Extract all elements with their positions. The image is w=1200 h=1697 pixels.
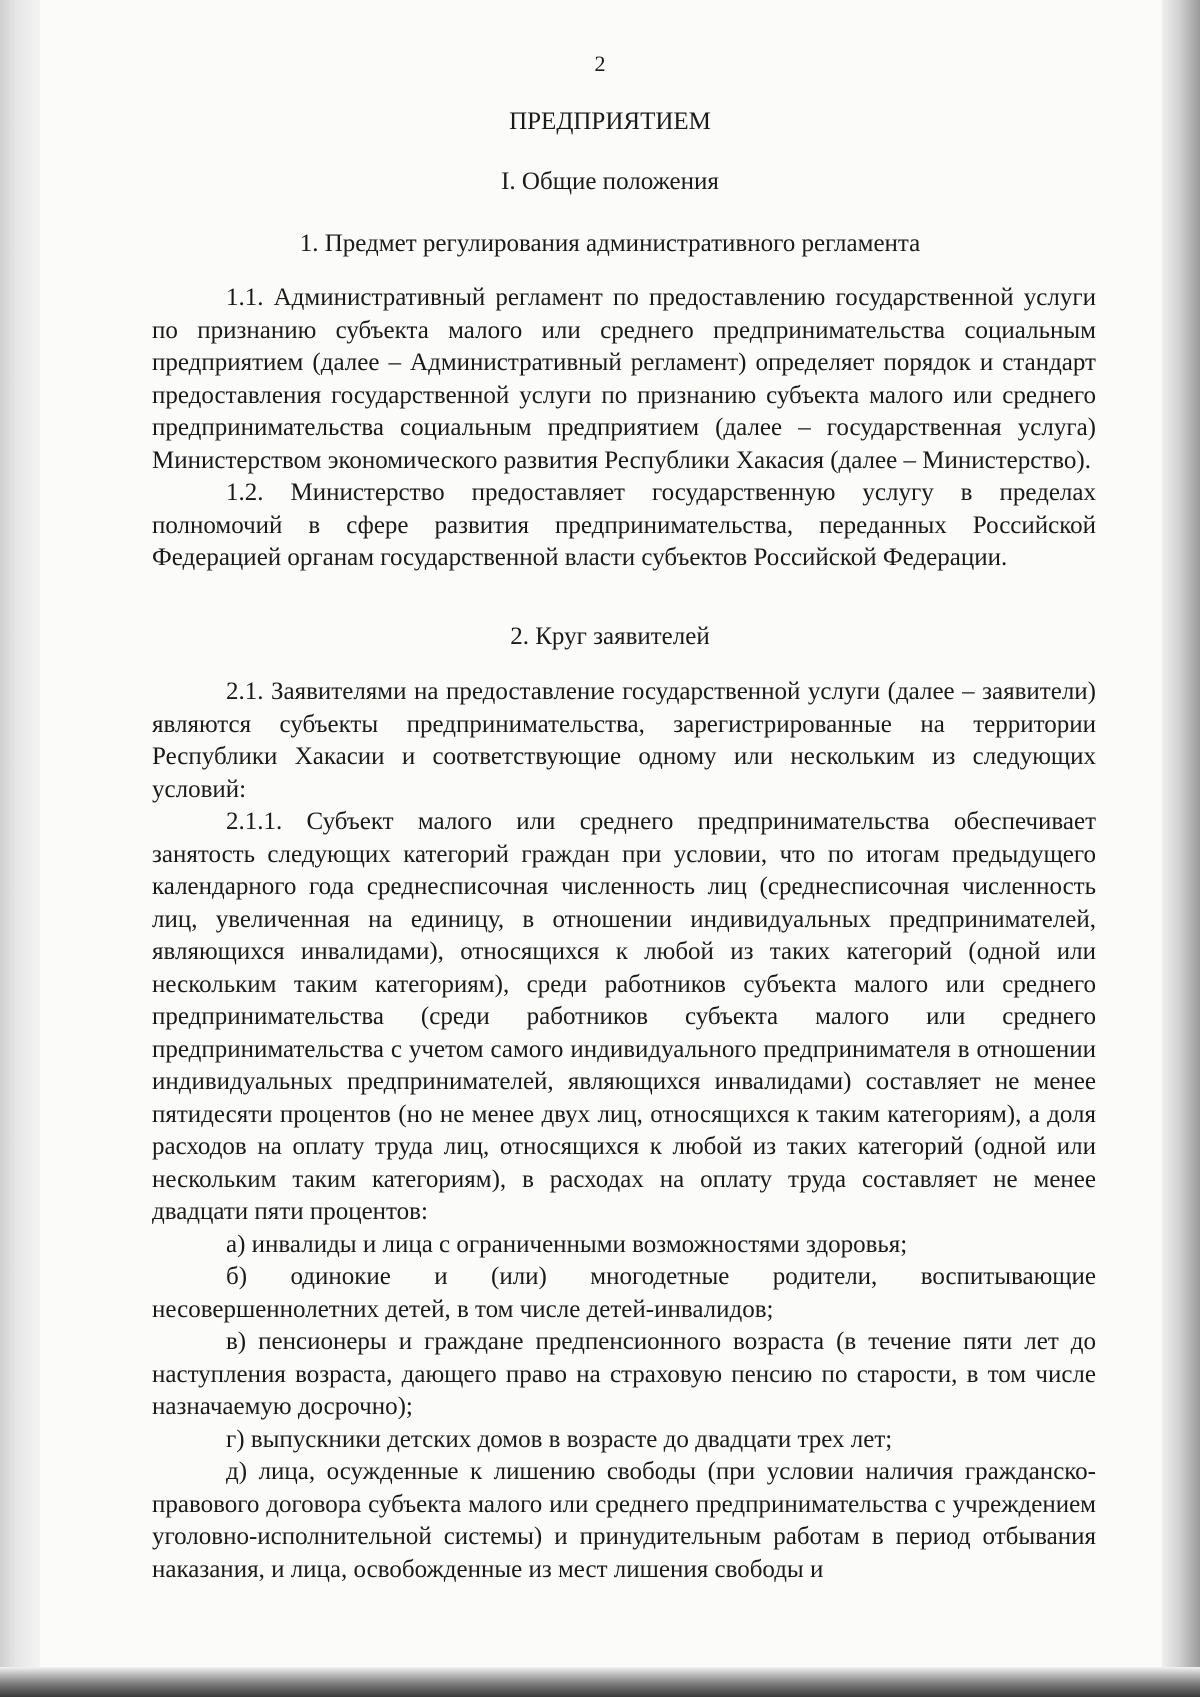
list-item-d: д) лица, осужденные к лишению свободы (при условии наличия гражданско-правового договора субъекта малого или среднего предпринимательства с учреждением уголовно-исполнительной системы) и принудительным работам в период отбывания наказания, и лица, освобожденные из мест лишения свободы и: [152, 1458, 1096, 1583]
section-title: I. Общие положения: [501, 168, 719, 195]
paragraph-1-1: 1.1. Административный регламент по предоставлению государственной услуги по признанию субъекта малого или среднего предпринимательства социальным предприятием (далее – Административный регламент) определяет порядок и стандарт предоставления государственной услуги по признанию субъекта малого или среднего предпринимательства социальным предприятием (далее – государственная услуга) Министерством экономического развития Республики Хакасия (далее – Министерство).: [152, 284, 1096, 474]
list-item-b: б) одинокие и (или) многодетные родители, воспитывающие несовершеннолетних детей, в том числе детей-инвалидов;: [152, 1263, 1096, 1323]
subsection-1-body: [152, 282, 1096, 575]
paragraph-2-1-1: 2.1.1. Субъект малого или среднего предпринимательства обеспечивает занятость следующих категорий граждан при условии, что по итогам предыдущего календарного года среднесписочная численность лиц (среднесписочная численность лиц, увеличенная на единицу, в отношении индивидуальных предпринимателей, являющихся инвалидами), относящихся к любой из таких категорий (одной или нескольким таким категориям), среди работников субъекта малого или среднего предпринимательства (среди работников субъекта малого или среднего предпринимательства с учетом самого индивидуального предпринимателя в отношении индивидуальных предпринимателей, являющихся инвалидами) составляет не менее пятидесяти процентов (но не менее двух лиц, относящихся к таким категориям), а доля расходов на оплату труда лиц, относящихся к любой из таких категорий (одной или нескольким таким категориям), в расходах на оплату труда составляет не менее двадцати пяти процентов:: [152, 808, 1096, 1225]
subsection-2-body: [152, 676, 1096, 1586]
scan-bottom-edge: [0, 1667, 1200, 1697]
scan-right-edge: [1162, 0, 1200, 1697]
paragraph-2-1: 2.1. Заявителями на предоставление государственной услуги (далее – заявители) являются субъекты предпринимательства, зарегистрированные на территории Республики Хакасии и соответствующие одному или нескольким из следующих условий:: [152, 678, 1096, 803]
list-item-v: в) пенсионеры и граждане предпенсионного возраста (в течение пяти лет до наступления возраста, дающего право на страховую пенсию по старости, в том числе назначаемую досрочно);: [152, 1328, 1096, 1420]
list-item-g: г) выпускники детских домов в возрасте до двадцати трех лет;: [226, 1425, 893, 1453]
subsection-title-1: 1. Предмет регулирования административного регламента: [299, 230, 921, 257]
page-number: 2: [594, 51, 606, 76]
scan-left-edge: [0, 0, 40, 1697]
list-item-a: а) инвалиды и лица с ограниченными возможностями здоровья;: [226, 1230, 908, 1258]
paragraph-1-2: 1.2. Министерство предоставляет государственную услугу в пределах полномочий в сфере развития предпринимательства, переданных Российской Федерацией органам государственной власти субъектов Российской Федерации.: [152, 479, 1096, 571]
continued-heading: ПРЕДПРИЯТИЕМ: [509, 108, 711, 135]
subsection-title-2: 2. Круг заявителей: [510, 623, 710, 650]
